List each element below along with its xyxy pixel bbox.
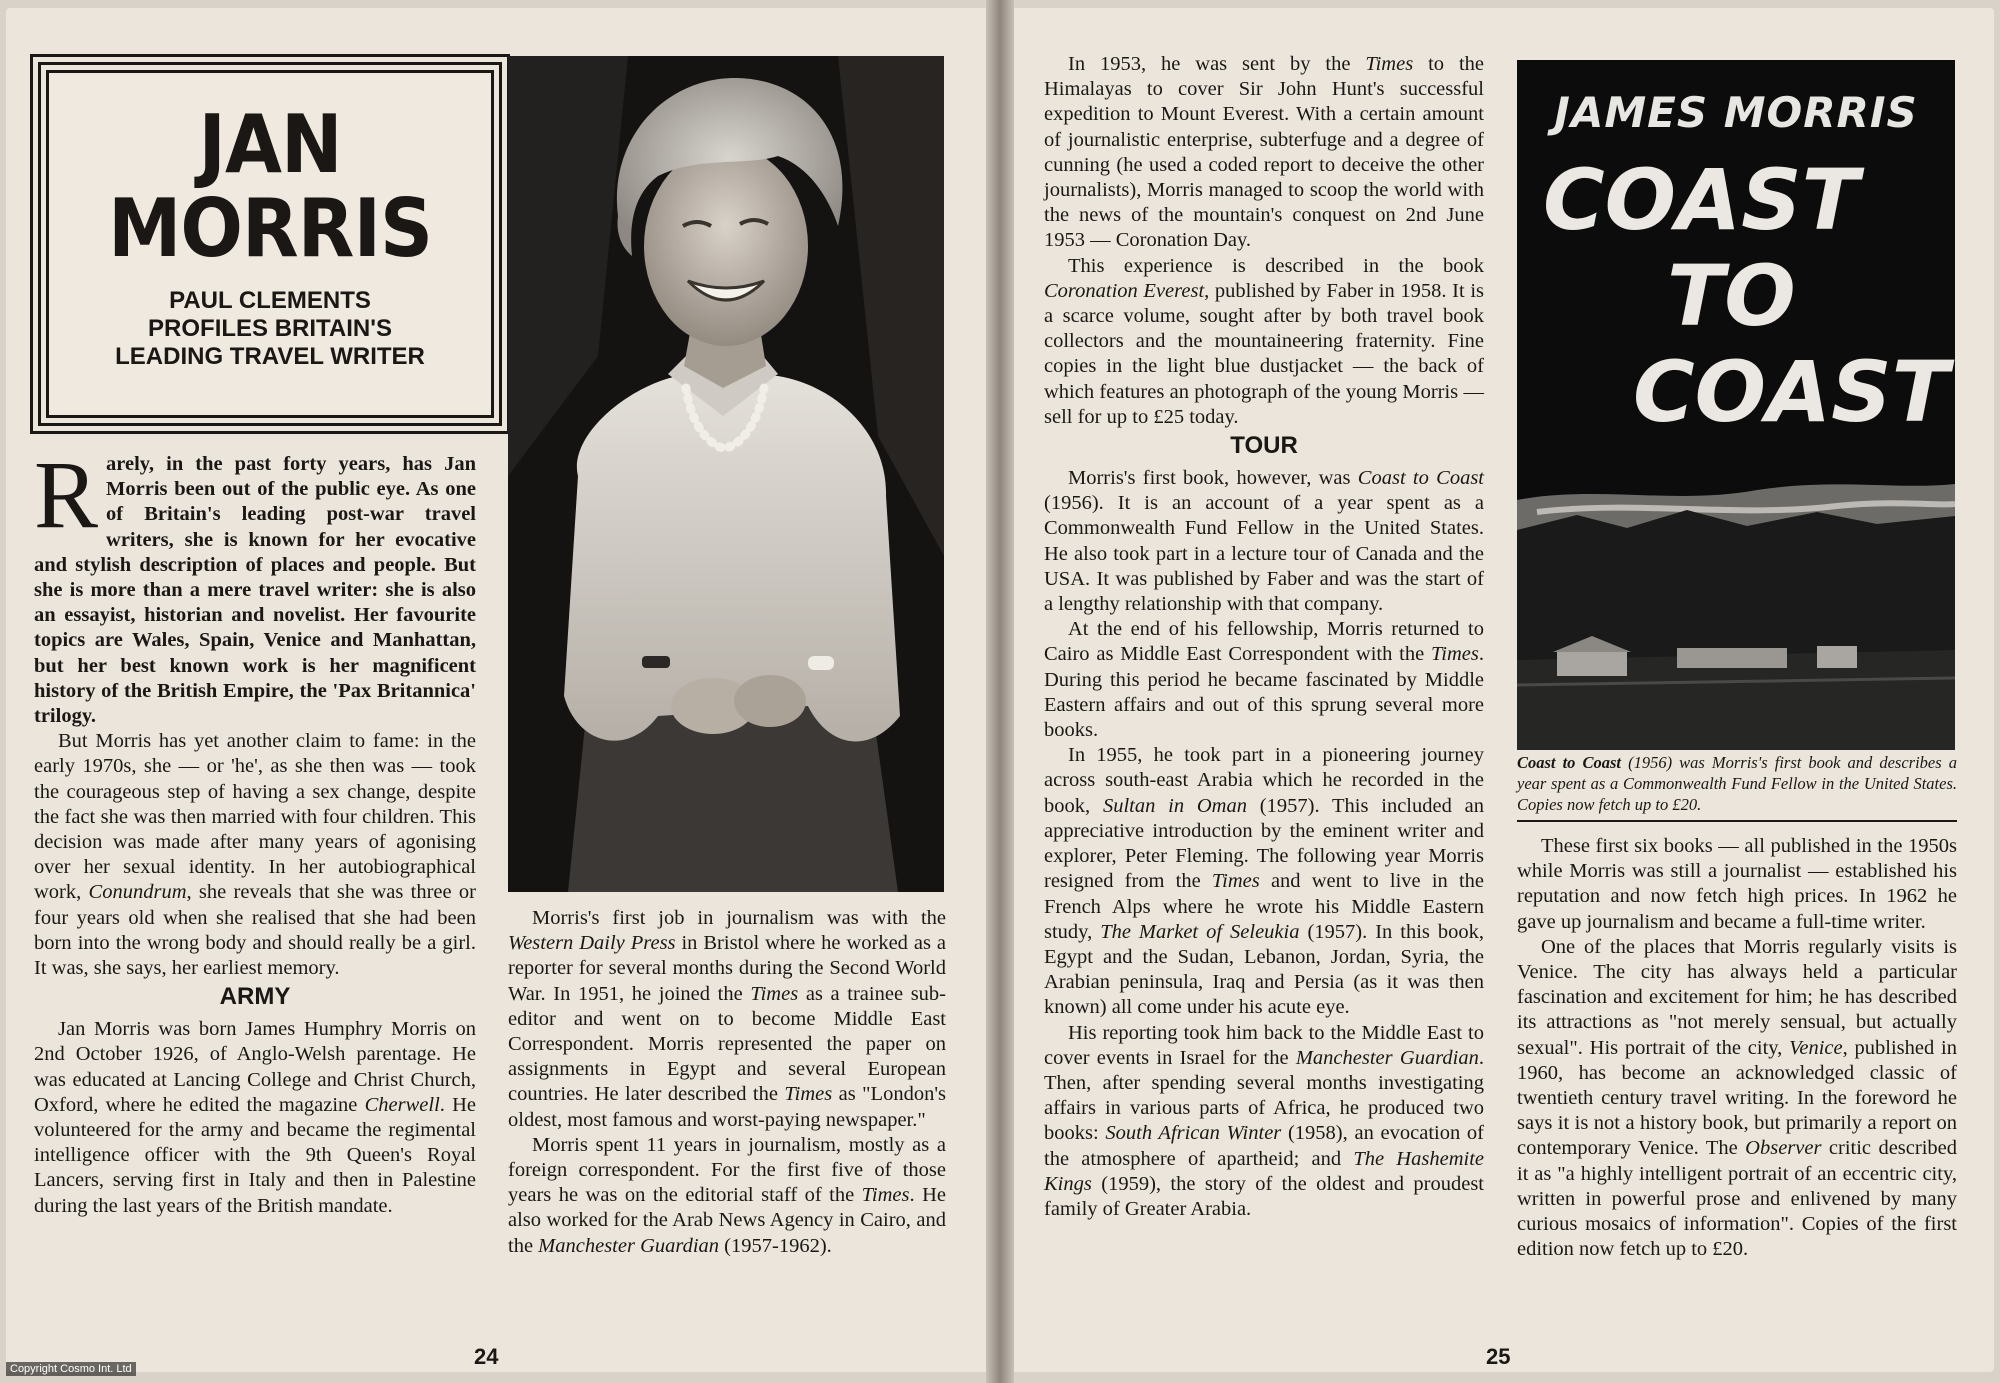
paragraph: Morris spent 11 years in journalism, mostly as a foreign correspondent. For the first five of those years he was on the editorial staff of the Times. He also worked for the Arab News Agency in Cairo, and the Manchester Guardian (1957-1962). bbox=[508, 1133, 947, 1257]
paragraph: At the end of his fellowship, Morris returned to Cairo as Middle East Correspondent with the Times. During this period he became fascinated by Middle Eastern affairs and out of this sprung several more books. bbox=[1044, 618, 1484, 742]
cover-caption: Coast to Coast (1956) was Morris's first book and describes a year spent as a Commonwealth Fund Fellow in the United States. Copies now fetch up to £20. bbox=[1517, 753, 1957, 814]
copyright-watermark: Copyright Cosmo Int. Ltd bbox=[6, 1362, 136, 1376]
paragraph: In 1953, he was sent by the Times to the Himalayas to cover Sir John Hunt's successful expedition to Mount Everest. With a certain amount of journalistic enterprise, subterfuge and a degree of cunning (he used a coded report to deceive the other journalists), Morris managed to scoop the world with the news of the mountain's conquest on 2nd June 1953 — Coronation Day. bbox=[1044, 53, 1485, 252]
paragraph: Morris's first job in journalism was with the Western Daily Press in Bristol where he worked as a reporter for several months during the Second World War. In 1951, he joined the Times as a trainee sub-editor and went on to become Middle East Correspondent. Morris represented the paper on assignments in Egypt and several European countries. He later described the Times as "London's oldest, most famous and worst-paying newspaper." bbox=[508, 907, 947, 1131]
paragraph: Jan Morris was born James Humphry Morris on 2nd October 1926, of Anglo-Welsh parentage. He was educated at Lancing College and Christ Church, Oxford, where he edited the magazine Cherwell. He volunteered for the army and became the regimental intelligence officer with the 9th Queen's Royal Lancers, serving first in Italy and then in Palestine during the last years of the British mandate. bbox=[34, 1018, 477, 1217]
cover-title: COAST TO COAST bbox=[1543, 151, 1949, 441]
page-number-left: 24 bbox=[474, 1344, 499, 1369]
left-column-2 bbox=[508, 906, 946, 1259]
caption-rule bbox=[1517, 820, 1957, 822]
cover-author: JAMES MORRIS bbox=[1554, 88, 1918, 137]
right-column-2 bbox=[1517, 834, 1957, 1262]
page-number-right: 25 bbox=[1486, 1344, 1511, 1369]
intro-paragraph: Rarely, in the past forty years, has Jan Morris been out of the public eye. As one of Britain's leading post-war travel writers, she is known for her evocative and stylish description of places and people. But she is more than a mere travel writer: she is also an essayist, historian and novelist. Her favourite topics are Wales, Spain, Venice and Manhattan, but her best known work is her magnificent history of the British Empire, the 'Pax Britannica' trilogy. bbox=[34, 441, 476, 728]
right-column-1 bbox=[1044, 52, 1484, 1222]
paragraph: This experience is described in the book Coronation Everest, published by Faber in 1958. It is a scarce volume, sought after by both travel book collectors and the mountaineering fraternity. Fine copies in the light blue dustjacket — the back of which features an photograph of the young Morris — sell for up to £25 today. bbox=[1044, 254, 1484, 428]
article-title: JAN MORRIS bbox=[107, 98, 433, 275]
book-cover-image bbox=[1517, 60, 1955, 750]
left-column-1 bbox=[34, 441, 477, 1219]
paragraph: In 1955, he took part in a pioneering journey across south-east Arabia which he recorded in the book, Sultan in Oman (1957). This included an appreciative introduction by the eminent writer and explorer, Peter Fleming. The following year Morris resigned from the Times and went to live in the French Alps where he wrote his Middle Eastern study, The Market of Seleukia (1957). In this book, Egypt and the Sudan, Lebanon, Jordan, Syria, the Arabian peninsula, Iraq and Persia (as it was then known) all come under his acute eye. bbox=[1044, 744, 1485, 1019]
spine-gutter bbox=[986, 0, 1014, 1383]
paragraph: These first six books — all published in the 1950s while Morris was still a journalist — established his reputation and now fetch high prices. In 1962 he gave up journalism and became a full-time writer. bbox=[1517, 835, 1957, 933]
article-subtitle: PAUL CLEMENTS PROFILES BRITAIN'S LEADING TRAVEL WRITER bbox=[115, 287, 425, 370]
drop-cap: R bbox=[34, 441, 99, 548]
title-box bbox=[30, 54, 510, 434]
paragraph: Morris's first book, however, was Coast to Coast (1956). It is an account of a year spent as a Commonwealth Fund Fellow in the United States. He also took part in a lecture tour of Canada and the USA. It was published by Faber and was the start of a lengthy relationship with that company. bbox=[1044, 467, 1484, 616]
paragraph: His reporting took him back to the Middle East to cover events in Israel for the Manchester Guardian. Then, after spending several months investigating affairs in various parts of Africa, he produced two books: South African Winter (1958), an evocation of the atmosphere of apartheid; and The Hashemite Kings (1959), the story of the oldest and proudest family of Greater Arabia. bbox=[1044, 1021, 1484, 1220]
portrait-photo bbox=[508, 56, 944, 892]
section-heading-tour: TOUR bbox=[1230, 432, 1298, 460]
paragraph: One of the places that Morris regularly visits is Venice. The city has always held a particular fascination and excitement for him; he has described its attractions as "not merely sensual, but actually sexual". His portrait of the city, Venice, published in 1960, has become an acknowledged classic of twentieth century travel writing. In the foreword he says it is not a history book, but primarily a report on contemporary Venice. The Observer critic described it as "a highly intelligent portrait of an eccentric city, written in powerful prose and enlivened by many curious mosaics of information". Copies of the first edition now fetch up to £20. bbox=[1517, 935, 1957, 1261]
section-heading-army: ARMY bbox=[219, 983, 291, 1011]
paragraph: But Morris has yet another claim to fame: in the early 1970s, she — or 'he', as she then was — took the courageous step of having a sex change, despite the fact she was then married with four children. This decision was made after many years of agonising over her sexual identity. In her autobiographical work, Conundrum, she reveals that she was three or four years old when she realised that she had been born into the wrong body and should really be a girl. It was, she says, her earliest memory. bbox=[34, 730, 476, 980]
